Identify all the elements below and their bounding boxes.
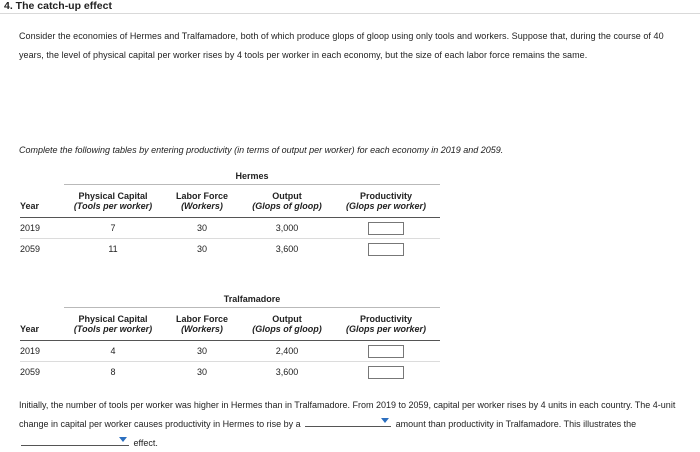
col-capital-unit: (Tools per worker) xyxy=(64,201,162,218)
hermes-table xyxy=(20,168,440,259)
col-capital-header: Physical Capital xyxy=(64,308,162,325)
col-productivity-header: Productivity xyxy=(332,308,440,325)
output-cell: 3,000 xyxy=(242,218,332,239)
hermes-2019-productivity-input[interactable] xyxy=(368,222,404,235)
tralfamadore-title: Tralfamadore xyxy=(223,294,281,304)
year-cell: 2019 xyxy=(20,341,64,362)
col-labor-header: Labor Force xyxy=(162,308,242,325)
paragraph-text-1: Initially, the number of tools per worker was higher in Hermes than in Tralfamadore. From 2019 to 2059, capital per worker rises by 4 units in each country. The 4-unit change in capital per worker causes productivity in Hermes to rise by a xyxy=(19,400,676,429)
chevron-down-icon xyxy=(119,437,127,442)
labor-cell: 30 xyxy=(196,244,207,254)
col-year-header: Year xyxy=(20,201,64,218)
col-productivity-header: Productivity xyxy=(332,185,440,202)
chevron-down-icon xyxy=(381,418,389,423)
capital-cell: 8 xyxy=(110,367,116,377)
tralfamadore-2019-productivity-input[interactable] xyxy=(368,345,404,358)
output-cell: 3,600 xyxy=(275,367,299,377)
year-cell: 2059 xyxy=(20,244,41,254)
conclusion-paragraph xyxy=(19,396,689,452)
labor-cell: 30 xyxy=(196,367,207,377)
tralfamadore-table xyxy=(20,291,440,382)
table-row xyxy=(20,218,440,239)
table-row xyxy=(20,239,440,260)
col-labor-unit: (Workers) xyxy=(162,324,242,341)
col-capital-header: Physical Capital xyxy=(64,185,162,202)
effect-dropdown[interactable] xyxy=(21,433,129,446)
col-output-header: Output xyxy=(242,185,332,202)
amount-dropdown[interactable] xyxy=(305,414,391,427)
tralfamadore-2059-productivity-input[interactable] xyxy=(368,366,404,379)
capital-cell: 11 xyxy=(108,244,118,254)
labor-cell: 30 xyxy=(162,218,242,239)
paragraph-text-2: amount than productivity in Tralfamadore. This illustrates the xyxy=(395,419,637,429)
col-labor-unit: (Workers) xyxy=(162,201,242,218)
output-cell: 2,400 xyxy=(242,341,332,362)
table-row xyxy=(20,341,440,362)
year-cell: 2019 xyxy=(20,218,64,239)
col-output-header: Output xyxy=(242,308,332,325)
hermes-2059-productivity-input[interactable] xyxy=(368,243,404,256)
col-productivity-unit: (Glops per worker) xyxy=(332,201,440,218)
instructions: Complete the following tables by entering productivity (in terms of output per worker) for each economy in 2019 and 2059. xyxy=(19,145,504,155)
col-year-header: Year xyxy=(20,324,64,341)
question-heading: 4. The catch-up effect xyxy=(0,0,700,14)
year-cell: 2059 xyxy=(20,367,41,377)
paragraph-text-3: effect. xyxy=(133,438,158,448)
intro-paragraph: Consider the economies of Hermes and Tralfamadore, both of which produce glops of gloop using only tools and workers. Suppose that, during the course of 40 years, the level of physical capital per worker rises by 4 tools per worker in each economy, but the size of each labor force remains the same. xyxy=(19,31,664,60)
col-labor-header: Labor Force xyxy=(162,185,242,202)
labor-cell: 30 xyxy=(162,341,242,362)
col-output-unit: (Glops of gloop) xyxy=(242,324,332,341)
col-capital-unit: (Tools per worker) xyxy=(64,324,162,341)
capital-cell: 4 xyxy=(64,341,162,362)
table-row xyxy=(20,362,440,383)
col-output-unit: (Glops of gloop) xyxy=(242,201,332,218)
capital-cell: 7 xyxy=(64,218,162,239)
output-cell: 3,600 xyxy=(275,244,299,254)
hermes-title: Hermes xyxy=(235,171,269,181)
col-productivity-unit: (Glops per worker) xyxy=(332,324,440,341)
